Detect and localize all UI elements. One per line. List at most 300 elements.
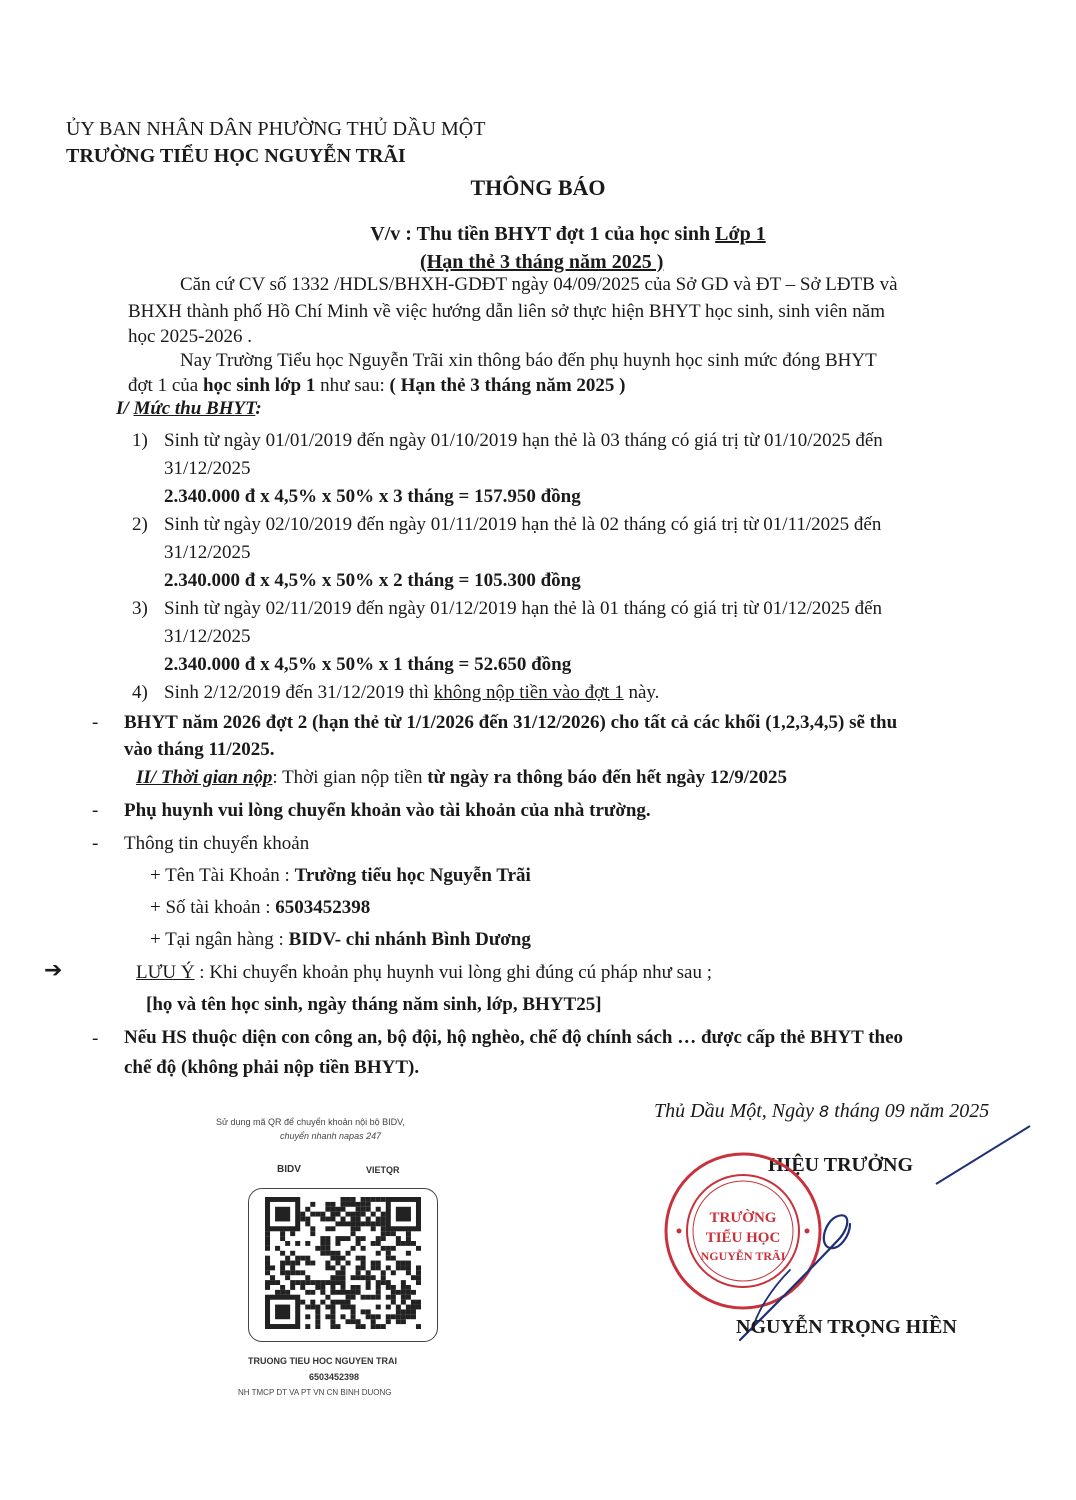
- section-2-label: II/ Thời gian nộp: [136, 767, 273, 788]
- qr-module: [285, 1275, 290, 1280]
- qr-module: [411, 1309, 416, 1314]
- intro-text-a: đợt 1 của: [128, 375, 203, 396]
- qr-module: [305, 1221, 310, 1226]
- transfer-note: Phụ huynh vui lòng chuyển khoản vào tài khoản của nhà trường.: [124, 800, 651, 821]
- qr-account-number: 6503452398: [309, 1372, 360, 1382]
- qr-module: [335, 1251, 340, 1256]
- qr-module: [351, 1231, 356, 1236]
- qr-module: [330, 1251, 335, 1256]
- qr-module: [300, 1280, 305, 1285]
- bhyt-2026-line-1: BHYT năm 2026 đợt 2 (hạn thẻ từ 1/1/2026 đến 31/12/2026) cho tất cả các khối (1,2,3,4,5) sẽ thu: [124, 712, 898, 733]
- subject-class: Lớp 1: [715, 223, 766, 245]
- qr-module: [416, 1270, 421, 1275]
- item-3-line-2: 31/12/2025: [164, 626, 251, 647]
- qr-module: [305, 1305, 310, 1310]
- item-2-formula: 2.340.000 đ x 4,5% x 50% x 2 tháng = 105.300 đồng: [164, 570, 581, 591]
- qr-module: [330, 1226, 335, 1231]
- intro-line-1: Căn cứ CV số 1332 /HDLS/BHXH-GDĐT ngày 04/09/2025 của Sở GD và ĐT – Sở LĐTB và: [180, 274, 898, 295]
- qr-module: [366, 1280, 371, 1285]
- qr-module: [401, 1309, 406, 1314]
- bank-line: [150, 929, 531, 951]
- bullet-dash-1: -: [92, 712, 99, 733]
- qr-module: [320, 1236, 325, 1241]
- qr-module: [346, 1197, 351, 1202]
- qr-module: [285, 1290, 290, 1295]
- qr-module: [396, 1309, 401, 1314]
- qr-module: [340, 1217, 345, 1222]
- qr-module: [391, 1285, 396, 1290]
- qr-module: [325, 1207, 330, 1212]
- account-name-value: Trường tiểu học Nguyễn Trãi: [294, 865, 531, 886]
- account-number-label: + Số tài khoản :: [150, 897, 276, 918]
- qr-module: [401, 1295, 406, 1300]
- item-2-line-1: Sinh từ ngày 02/10/2019 đến ngày 01/11/2019 hạn thẻ là 02 tháng có giá trị từ 01/11/2025 đến: [164, 514, 882, 535]
- qr-module: [346, 1236, 351, 1241]
- qr-module: [386, 1319, 391, 1324]
- qr-module: [411, 1305, 416, 1310]
- qr-module: [406, 1314, 411, 1319]
- qr-module: [340, 1300, 345, 1305]
- qr-module: [290, 1265, 295, 1270]
- qr-module: [356, 1236, 361, 1241]
- qr-module: [371, 1261, 376, 1266]
- qr-module: [310, 1300, 315, 1305]
- qr-module: [411, 1300, 416, 1305]
- qr-module: [376, 1207, 381, 1212]
- qr-module: [361, 1324, 366, 1329]
- qr-code[interactable]: [265, 1197, 421, 1329]
- qr-module: [396, 1241, 401, 1246]
- qr-module: [391, 1300, 396, 1305]
- qr-module: [295, 1280, 300, 1285]
- qr-module: [305, 1280, 310, 1285]
- qr-module: [401, 1261, 406, 1266]
- bidv-logo: BIDV: [277, 1164, 301, 1175]
- qr-module: [376, 1314, 381, 1319]
- qr-module: [381, 1197, 386, 1202]
- qr-module: [396, 1319, 401, 1324]
- qr-module: [330, 1285, 335, 1290]
- qr-module: [325, 1246, 330, 1251]
- transfer-info-title: Thông tin chuyển khoản: [124, 833, 310, 854]
- qr-module: [275, 1280, 280, 1285]
- qr-module: [315, 1324, 320, 1329]
- qr-module: [401, 1265, 406, 1270]
- signer-role: HIỆU TRƯỞNG: [768, 1154, 914, 1176]
- item-2-line-2: 31/12/2025: [164, 542, 251, 563]
- qr-module: [406, 1241, 411, 1246]
- qr-module: [356, 1217, 361, 1222]
- qr-module: [310, 1290, 315, 1295]
- qr-module: [335, 1290, 340, 1295]
- qr-module: [325, 1202, 330, 1207]
- qr-module: [346, 1319, 351, 1324]
- qr-module: [280, 1290, 285, 1295]
- qr-module: [330, 1256, 335, 1261]
- qr-module: [300, 1285, 305, 1290]
- qr-module: [351, 1217, 356, 1222]
- qr-finder-center: [275, 1207, 290, 1222]
- qr-module: [265, 1261, 270, 1266]
- qr-module: [391, 1246, 396, 1251]
- qr-module: [310, 1231, 315, 1236]
- qr-module: [265, 1231, 270, 1236]
- qr-module: [361, 1202, 366, 1207]
- qr-module: [270, 1280, 275, 1285]
- qr-module: [335, 1212, 340, 1217]
- qr-module: [335, 1280, 340, 1285]
- qr-module: [285, 1261, 290, 1266]
- qr-module: [351, 1202, 356, 1207]
- qr-module: [346, 1290, 351, 1295]
- qr-module: [315, 1314, 320, 1319]
- authority-line: ỦY BAN NHÂN DÂN PHƯỜNG THỦ DẦU MỘT: [66, 118, 486, 140]
- qr-module: [376, 1221, 381, 1226]
- qr-module: [340, 1265, 345, 1270]
- qr-module: [335, 1324, 340, 1329]
- qr-module: [315, 1212, 320, 1217]
- qr-module: [346, 1202, 351, 1207]
- qr-module: [356, 1275, 361, 1280]
- qr-module: [391, 1270, 396, 1275]
- qr-module: [265, 1256, 270, 1261]
- qr-module: [411, 1275, 416, 1280]
- qr-module: [305, 1241, 310, 1246]
- item-3-formula: 2.340.000 đ x 4,5% x 50% x 1 tháng = 52.650 đồng: [164, 654, 572, 675]
- qr-module: [361, 1246, 366, 1251]
- qr-module: [416, 1300, 421, 1305]
- qr-module: [340, 1236, 345, 1241]
- qr-module: [376, 1285, 381, 1290]
- qr-module: [325, 1226, 330, 1231]
- qr-module: [376, 1241, 381, 1246]
- qr-module: [371, 1319, 376, 1324]
- qr-module: [381, 1280, 386, 1285]
- qr-module: [371, 1197, 376, 1202]
- qr-module: [325, 1295, 330, 1300]
- date-day: 8: [819, 1102, 830, 1121]
- qr-module: [381, 1246, 386, 1251]
- intro-line-3: học 2025-2026 .: [128, 326, 253, 347]
- qr-module: [335, 1256, 340, 1261]
- qr-module: [346, 1295, 351, 1300]
- qr-module: [416, 1324, 421, 1329]
- qr-module: [356, 1241, 361, 1246]
- qr-module: [356, 1226, 361, 1231]
- qr-module: [325, 1241, 330, 1246]
- qr-module: [386, 1246, 391, 1251]
- qr-module: [300, 1217, 305, 1222]
- qr-module: [300, 1300, 305, 1305]
- qr-module: [340, 1275, 345, 1280]
- note-syntax: [họ và tên học sinh, ngày tháng năm sinh, lớp, BHYT25]: [146, 994, 602, 1015]
- qr-module: [290, 1270, 295, 1275]
- qr-module: [275, 1246, 280, 1251]
- qr-module: [330, 1290, 335, 1295]
- qr-module: [411, 1314, 416, 1319]
- qr-module: [356, 1207, 361, 1212]
- qr-module: [416, 1305, 421, 1310]
- qr-module: [290, 1261, 295, 1266]
- qr-module: [366, 1221, 371, 1226]
- section-1-colon: :: [255, 398, 262, 419]
- qr-module: [406, 1285, 411, 1290]
- qr-module: [340, 1202, 345, 1207]
- qr-module: [351, 1246, 356, 1251]
- bullet-dash-4: -: [92, 1028, 99, 1049]
- item-3-number: 3): [132, 598, 148, 619]
- qr-module: [351, 1197, 356, 1202]
- subject-prefix: V/v : Thu tiền BHYT đợt 1 của học sinh: [370, 223, 716, 245]
- qr-module: [381, 1236, 386, 1241]
- qr-module: [386, 1295, 391, 1300]
- qr-module: [406, 1295, 411, 1300]
- qr-module: [381, 1275, 386, 1280]
- qr-account-name: TRUONG TIEU HOC NGUYEN TRAI: [248, 1356, 398, 1366]
- section-1-title: Mức thu BHYT: [133, 398, 256, 419]
- qr-module: [295, 1241, 300, 1246]
- item-1-number: 1): [132, 430, 148, 451]
- qr-module: [351, 1319, 356, 1324]
- qr-module: [386, 1251, 391, 1256]
- qr-module: [265, 1246, 270, 1251]
- bullet-dash-3: -: [92, 833, 99, 854]
- qr-module: [346, 1221, 351, 1226]
- qr-module: [401, 1314, 406, 1319]
- qr-module: [320, 1246, 325, 1251]
- intro-text-d: ( Hạn thẻ 3 tháng năm 2025 ): [389, 375, 626, 396]
- qr-module: [270, 1265, 275, 1270]
- qr-module: [371, 1226, 376, 1231]
- qr-module: [315, 1305, 320, 1310]
- qr-finder-center: [396, 1207, 411, 1222]
- qr-module: [416, 1246, 421, 1251]
- item-1-line-2: 31/12/2025: [164, 458, 251, 479]
- qr-caption-1: Sử dụng mã QR để chuyển khoản nội bộ BIDV,: [216, 1117, 405, 1127]
- qr-module: [275, 1290, 280, 1295]
- qr-module: [351, 1212, 356, 1217]
- qr-module: [376, 1236, 381, 1241]
- qr-module: [335, 1300, 340, 1305]
- qr-module: [371, 1324, 376, 1329]
- vietqr-logo: VIETQR: [366, 1165, 400, 1175]
- qr-module: [356, 1212, 361, 1217]
- qr-module: [356, 1319, 361, 1324]
- school-name: TRƯỜNG TIỂU HỌC NGUYỄN TRÃI: [66, 145, 406, 167]
- item-4-text-underlined: không nộp tiền vào đợt 1: [433, 682, 624, 703]
- section-2-deadline: từ ngày ra thông báo đến hết ngày 12/9/2025: [427, 767, 787, 788]
- section-1-number: I/: [116, 398, 134, 419]
- qr-module: [346, 1212, 351, 1217]
- qr-module: [330, 1300, 335, 1305]
- qr-module: [361, 1295, 366, 1300]
- qr-module: [340, 1285, 345, 1290]
- qr-module: [406, 1261, 411, 1266]
- qr-module: [406, 1305, 411, 1310]
- exemption-line-1: Nếu HS thuộc diện con công an, bộ đội, hộ nghèo, chế độ chính sách … được cấp thẻ BHYT theo: [124, 1027, 904, 1048]
- qr-module: [280, 1251, 285, 1256]
- qr-module: [305, 1324, 310, 1329]
- qr-module: [386, 1285, 391, 1290]
- qr-module: [320, 1290, 325, 1295]
- qr-module: [351, 1309, 356, 1314]
- qr-module: [386, 1231, 391, 1236]
- qr-module: [265, 1270, 270, 1275]
- qr-module: [351, 1226, 356, 1231]
- qr-module: [356, 1221, 361, 1226]
- qr-module: [391, 1314, 396, 1319]
- qr-module: [366, 1202, 371, 1207]
- qr-module: [340, 1305, 345, 1310]
- qr-module: [265, 1265, 270, 1270]
- qr-module: [340, 1197, 345, 1202]
- qr-module: [295, 1256, 300, 1261]
- qr-module: [335, 1221, 340, 1226]
- qr-module: [386, 1280, 391, 1285]
- item-4-line: [164, 682, 659, 704]
- qr-module: [320, 1285, 325, 1290]
- qr-module: [325, 1280, 330, 1285]
- qr-module: [351, 1295, 356, 1300]
- qr-module: [335, 1241, 340, 1246]
- qr-module: [406, 1251, 411, 1256]
- qr-module: [386, 1265, 391, 1270]
- qr-module: [346, 1305, 351, 1310]
- qr-module: [356, 1285, 361, 1290]
- qr-module: [300, 1212, 305, 1217]
- qr-module: [366, 1314, 371, 1319]
- qr-module: [315, 1309, 320, 1314]
- qr-module: [386, 1305, 391, 1310]
- qr-module: [371, 1265, 376, 1270]
- qr-module: [366, 1197, 371, 1202]
- intro-text-b: học sinh lớp 1: [202, 375, 316, 396]
- qr-module: [325, 1265, 330, 1270]
- qr-module: [361, 1261, 366, 1266]
- qr-module: [310, 1226, 315, 1231]
- qr-module: [340, 1290, 345, 1295]
- intro-line-4: Nay Trường Tiểu học Nguyễn Trãi xin thông báo đến phụ huynh học sinh mức đóng BHYT: [180, 350, 877, 371]
- qr-module: [396, 1265, 401, 1270]
- qr-module: [386, 1314, 391, 1319]
- qr-module: [305, 1314, 310, 1319]
- place-suffix: tháng 09 năm 2025: [829, 1100, 990, 1122]
- qr-module: [335, 1207, 340, 1212]
- qr-module: [376, 1217, 381, 1222]
- document-title: THÔNG BÁO: [470, 175, 606, 200]
- svg-text:NGUYỄN TRÃI: NGUYỄN TRÃI: [700, 1249, 786, 1263]
- qr-module: [361, 1212, 366, 1217]
- qr-module: [320, 1300, 325, 1305]
- qr-module: [315, 1246, 320, 1251]
- qr-module: [351, 1285, 356, 1290]
- qr-module: [376, 1295, 381, 1300]
- item-1-formula: 2.340.000 đ x 4,5% x 50% x 3 tháng = 157.950 đồng: [164, 486, 581, 507]
- qr-module: [305, 1256, 310, 1261]
- qr-module: [371, 1221, 376, 1226]
- qr-module: [371, 1275, 376, 1280]
- qr-bank: NH TMCP DT VA PT VN CN BINH DUONG: [238, 1388, 392, 1397]
- qr-module: [376, 1280, 381, 1285]
- qr-module: [416, 1280, 421, 1285]
- qr-module: [320, 1241, 325, 1246]
- qr-module: [325, 1261, 330, 1266]
- section-2-line: [136, 767, 787, 789]
- bhyt-2026-line-2: vào tháng 11/2025.: [124, 739, 275, 760]
- qr-module: [396, 1305, 401, 1310]
- account-number-line: [150, 897, 370, 919]
- qr-module: [391, 1256, 396, 1261]
- qr-module: [320, 1217, 325, 1222]
- qr-module: [340, 1221, 345, 1226]
- qr-module: [356, 1202, 361, 1207]
- intro-text-c: như sau:: [315, 375, 390, 396]
- qr-module: [406, 1265, 411, 1270]
- qr-module: [361, 1265, 366, 1270]
- note-text: : Khi chuyển khoản phụ huynh vui lòng ghi đúng cú pháp như sau ;: [194, 962, 712, 983]
- qr-module: [361, 1221, 366, 1226]
- qr-module: [361, 1197, 366, 1202]
- qr-module: [305, 1261, 310, 1266]
- qr-module: [351, 1290, 356, 1295]
- item-3-line-1: Sinh từ ngày 02/11/2019 đến ngày 01/12/2019 hạn thẻ là 01 tháng có giá trị từ 01/12/2025 đến: [164, 598, 883, 619]
- qr-module: [416, 1265, 421, 1270]
- qr-module: [371, 1295, 376, 1300]
- qr-module: [265, 1241, 270, 1246]
- qr-module: [406, 1236, 411, 1241]
- qr-module: [356, 1265, 361, 1270]
- qr-module: [391, 1295, 396, 1300]
- qr-module: [330, 1275, 335, 1280]
- qr-module: [396, 1236, 401, 1241]
- qr-module: [361, 1207, 366, 1212]
- qr-module: [290, 1251, 295, 1256]
- signer-name: NGUYỄN TRỌNG HIỀN: [736, 1316, 957, 1338]
- qr-module: [366, 1207, 371, 1212]
- qr-module: [310, 1280, 315, 1285]
- qr-module: [330, 1212, 335, 1217]
- qr-module: [371, 1212, 376, 1217]
- qr-module: [396, 1314, 401, 1319]
- qr-module: [381, 1221, 386, 1226]
- qr-module: [335, 1270, 340, 1275]
- item-4-number: 4): [132, 682, 148, 703]
- qr-module: [356, 1290, 361, 1295]
- svg-text:TRƯỜNG: TRƯỜNG: [709, 1210, 777, 1226]
- item-4-text-a: Sinh 2/12/2019 đến 31/12/2019 thì: [164, 682, 434, 703]
- qr-module: [265, 1280, 270, 1285]
- qr-module: [401, 1280, 406, 1285]
- qr-module: [320, 1280, 325, 1285]
- qr-module: [406, 1270, 411, 1275]
- note-line: [136, 962, 712, 984]
- qr-module: [305, 1217, 310, 1222]
- qr-module: [335, 1236, 340, 1241]
- qr-module: [340, 1207, 345, 1212]
- qr-module: [366, 1275, 371, 1280]
- qr-module: [280, 1270, 285, 1275]
- account-name-line: [150, 865, 531, 887]
- qr-module: [340, 1280, 345, 1285]
- qr-module: [330, 1319, 335, 1324]
- bank-value: BIDV- chi nhánh Bình Dương: [288, 929, 531, 950]
- qr-module: [280, 1261, 285, 1266]
- qr-module: [265, 1236, 270, 1241]
- qr-module: [325, 1236, 330, 1241]
- qr-module: [396, 1290, 401, 1295]
- qr-module: [351, 1221, 356, 1226]
- qr-module: [330, 1280, 335, 1285]
